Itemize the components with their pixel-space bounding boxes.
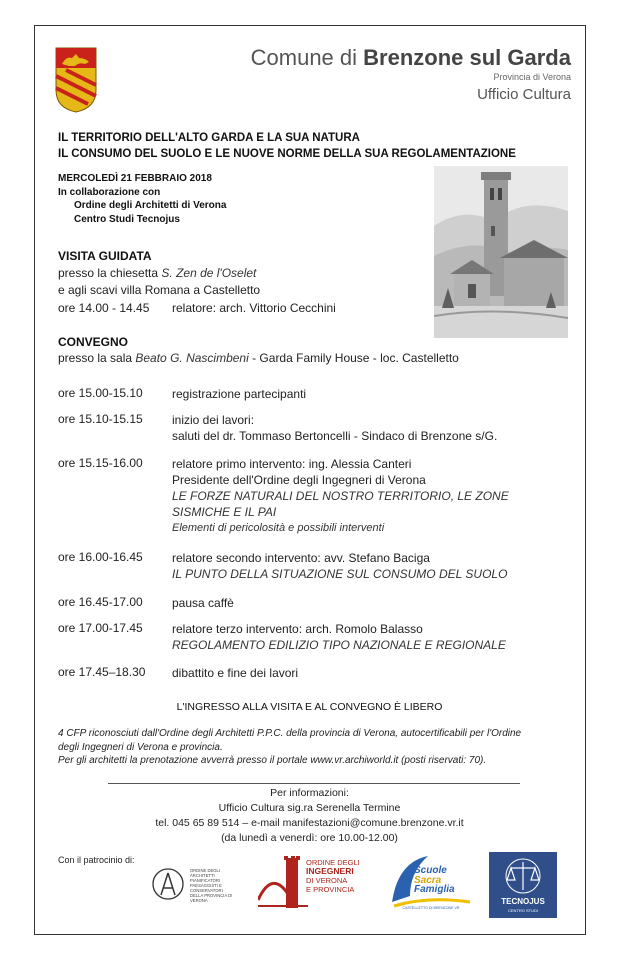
church-photo (434, 166, 568, 338)
convegno-location: presso la sala Beato G. Nascimbeni - Garda Family House - loc. Castelletto (58, 351, 459, 365)
event-date (58, 172, 212, 200)
info-heading: Per informazioni: (270, 787, 349, 799)
schedule-desc: relatore secondo intervento: avv. Stefano Baciga IL PUNTO DELLA SITUAZIONE SUL CONSUMO DEL SUOLO (172, 551, 508, 581)
divider (108, 783, 520, 784)
event-title-line1: IL TERRITORIO DELL'ALTO GARDA E LA SUA NATURA (58, 132, 360, 144)
office-label: Ufficio Cultura (477, 86, 571, 103)
event-title (58, 130, 516, 162)
scales-of-justice-icon (503, 856, 543, 896)
province-label: Provincia di Verona (493, 72, 571, 82)
schedule-desc: relatore terzo intervento: arch. Romolo Balasso REGOLAMENTO EDILIZIO TIPO NAZIONALE E REGIONALE (172, 622, 506, 652)
schedule-time: ore 16.45-17.00 (58, 595, 143, 609)
info-contact: Ufficio Cultura sig.ra Serenella Termine (218, 802, 401, 814)
schedule-desc: dibattito e fine dei lavori (172, 666, 299, 680)
free-entry-notice: L'INGRESSO ALLA VISITA E AL CONVEGNO È LIBERO (176, 701, 443, 713)
collab-architects: Ordine degli Architetti di Verona (74, 200, 227, 211)
municipal-shield-icon (54, 46, 98, 114)
schedule-desc: relatore primo intervento: ing. Alessia Canteri Presidente dell'Ordine degli Ingegneri di Verona LE FORZE NATURALI DEL NOSTRO TERRITORIO, LE ZONE SISMICHE E IL PAI Elementi di pericolosità e possibili interventi (172, 457, 509, 534)
engineers-order-logo (258, 856, 374, 910)
architects-order-text: ORDINE DEGLI ARCHITETTI PIANIFICATORI PAESAGGISTI E CONSERVATORI DELLA PROVINCIA DI VERONA (190, 868, 233, 903)
school-subtitle: CASTELLETTO DI BRENZONE VR (402, 906, 460, 910)
architects-order-logo (150, 864, 236, 904)
cfp-notice: 4 CFP riconosciuti dall'Ordine degli Architetti P.P.C. della provincia di Verona, autocertificabili per l'Ordine degli Ingegneri di Verona e provincia. Per gli architetti la prenotazione avverrà presso il portale www.vr.archiworld.it (posti riservati: 70). (58, 728, 522, 766)
engineers-order-text: ORDINE DEGLI INGEGNERI DI VERONA E PROVINCIA (306, 858, 360, 894)
patronage-label: Con il patrocinio di: (58, 855, 135, 865)
schedule-desc: pausa caffè (172, 596, 234, 610)
visit-heading: VISITA GUIDATA (58, 249, 152, 263)
convegno-heading: CONVEGNO (58, 335, 129, 349)
schedule-time: ore 17.00-17.45 (58, 621, 143, 635)
tecnojus-logo (489, 852, 557, 918)
visit-speaker: relatore: arch. Vittorio Cecchini (172, 301, 336, 315)
schedule-time: ore 15.15-16.00 (58, 456, 143, 470)
municipality-title: Comune di Brenzone sul Garda (250, 45, 571, 70)
visit-location: presso la chiesetta S. Zen de l'Oselet (58, 266, 257, 280)
tecnojus-subtitle: CENTRO STUDI (508, 908, 538, 913)
sacra-famiglia-school-logo (388, 852, 474, 912)
visit-time: ore 14.00 - 14.45 (58, 301, 150, 315)
date-text: MERCOLEDÌ 21 FEBBRAIO 2018 (58, 173, 212, 184)
schedule-time: ore 17.45–18.30 (58, 665, 146, 679)
tecnojus-name: TECNOJUS (501, 897, 545, 906)
schedule-time: ore 15.10-15.15 (58, 412, 143, 426)
info-phone: tel. 045 65 89 514 – e-mail manifestazioni@comune.brenzone.vr.it (155, 817, 464, 829)
visit-location-2: e agli scavi villa Romana a Castelletto (58, 283, 261, 297)
info-hours: (da lunedì a venerdì: ore 10.00-12.00) (221, 832, 398, 844)
collab-intro: In collaborazione con (58, 187, 161, 198)
schedule-desc: inizio dei lavori: saluti del dr. Tommaso Bertoncelli - Sindaco di Brenzone s/G. (172, 413, 498, 443)
school-name: Scuole Sacra Famiglia (414, 865, 455, 895)
schedule-time: ore 16.00-16.45 (58, 550, 143, 564)
schedule-time: ore 15.00-15.10 (58, 386, 143, 400)
collab-tecnojus: Centro Studi Tecnojus (74, 214, 180, 225)
event-title-line2: IL CONSUMO DEL SUOLO E LE NUOVE NORME DELLA SUA REGOLAMENTAZIONE (58, 148, 516, 160)
schedule-desc: registrazione partecipanti (172, 387, 307, 401)
architects-compass-icon (150, 866, 186, 902)
engineers-tower-icon (258, 856, 308, 910)
